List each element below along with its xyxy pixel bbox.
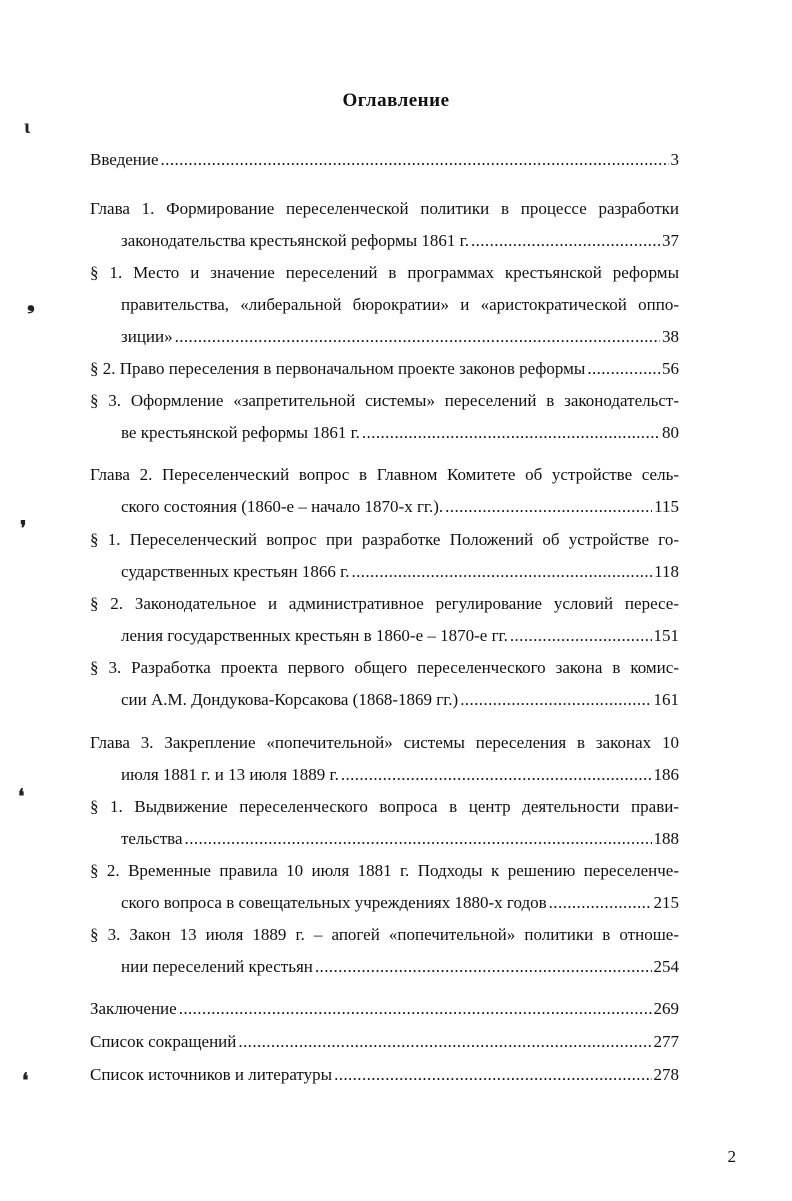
leader-dots (315, 950, 652, 983)
toc-page-number: 80 (662, 423, 679, 442)
toc-line (90, 992, 679, 1025)
toc-page-number: 269 (653, 999, 679, 1018)
toc-entry-text: § 2. Право переселения в первоначальном проекте законов реформы (90, 359, 586, 378)
toc-line (90, 352, 679, 385)
toc-entry-text: ского вопроса в совещательных учреждениях 1880-х годов (121, 893, 547, 912)
toc-page-number: 161 (653, 690, 679, 709)
leader-dots (471, 224, 660, 257)
toc-page-number: 188 (653, 829, 679, 848)
toc-entry-text: зиции» (121, 327, 173, 346)
toc-entry-text: Введение (90, 150, 159, 169)
toc-page-number: 115 (654, 497, 679, 516)
toc-line (121, 224, 679, 257)
toc-page-number: 215 (653, 893, 679, 912)
toc-page-number: 37 (662, 231, 679, 250)
leader-dots (179, 992, 652, 1025)
toc-entry-text: законодательства крестьянской реформы 1861 г. (121, 231, 469, 250)
toc-line (121, 490, 679, 523)
toc-line: § 3. Оформление «запретительной системы» переселений в законодательст- (90, 391, 679, 410)
toc-line: § 1. Выдвижение переселенческого вопроса в центр деятельности прави- (90, 797, 679, 816)
leader-dots (445, 490, 652, 523)
toc-line: § 1. Переселенческий вопрос при разработке Положений об устройстве го- (90, 530, 679, 549)
toc-line: § 2. Временные правила 10 июля 1881 г. Подходы к решению переселенче- (90, 861, 679, 880)
toc-entry-text: ве крестьянской реформы 1861 г. (121, 423, 360, 442)
toc-line (121, 416, 679, 449)
scan-mark: ❛ (18, 786, 25, 808)
leader-dots (238, 1025, 651, 1058)
toc-line (121, 619, 679, 652)
leader-dots (341, 758, 652, 791)
toc-page-number: 254 (653, 957, 679, 976)
toc-line: § 3. Разработка проекта первого общего переселенческого закона в комис- (90, 658, 679, 677)
leader-dots (351, 555, 652, 588)
toc-line (90, 1025, 679, 1058)
toc-line (90, 143, 679, 176)
leader-dots (549, 886, 652, 919)
toc-entry-text: сударственных крестьян 1866 г. (121, 562, 350, 581)
toc-entry-text: тельства (121, 829, 183, 848)
toc-page-number: 3 (670, 150, 679, 169)
toc-line (90, 1058, 679, 1091)
toc-line (121, 758, 679, 791)
scan-mark: ❟ (27, 292, 35, 314)
toc-line: Глава 3. Закрепление «попечительной» системы переселения в законах 10 (90, 733, 679, 752)
toc-line: § 1. Место и значение переселений в программах крестьянской реформы (90, 263, 679, 282)
leader-dots (362, 416, 660, 449)
toc-entry-text: июля 1881 г. и 13 июля 1889 г. (121, 765, 339, 784)
toc-entry-text: нии переселений крестьян (121, 957, 313, 976)
toc-line (121, 886, 679, 919)
toc-entry-text: Заключение (90, 999, 177, 1018)
toc-entry-text: ления государственных крестьян в 1860-е – 1870-е гг. (121, 626, 508, 645)
toc-line (121, 555, 679, 588)
toc-line: § 2. Законодательное и административное регулирование условий пересе- (90, 594, 679, 613)
leader-dots (460, 683, 651, 716)
toc-line (121, 822, 679, 855)
toc-page-number: 277 (653, 1032, 679, 1051)
leader-dots (185, 822, 652, 855)
toc-line: § 3. Закон 13 июля 1889 г. – апогей «попечительной» политики в отноше- (90, 925, 679, 944)
leader-dots (587, 352, 660, 385)
toc-line (121, 950, 679, 983)
toc-page-number: 56 (662, 359, 679, 378)
leader-dots (175, 320, 660, 353)
toc-page-number: 278 (653, 1065, 679, 1084)
scan-mark: ❛ (22, 1070, 29, 1092)
leader-dots (334, 1058, 651, 1091)
toc-entry-text: сии А.М. Дондукова-Корсакова (1868-1869 гг.) (121, 690, 459, 709)
toc-entry-text: Список источников и литературы (90, 1065, 333, 1084)
leader-dots (161, 143, 669, 176)
toc-page-number: 38 (662, 327, 679, 346)
toc-page-number: 151 (653, 626, 679, 645)
toc-entry-text: Список сокращений (90, 1032, 237, 1051)
toc-line: Глава 2. Переселенческий вопрос в Главном Комитете об устройстве сель- (90, 465, 679, 484)
scan-mark: ❜ (20, 518, 27, 540)
page-number: 2 (727, 1147, 736, 1166)
page-title: Оглавление (342, 90, 450, 111)
toc-page-number: 186 (653, 765, 679, 784)
toc-line: Глава 1. Формирование переселенческой политики в процессе разработки (90, 199, 679, 218)
scan-mark: ɩ (24, 116, 31, 138)
toc-line (121, 683, 679, 716)
toc-line: правительства, «либеральной бюрократии» и «аристократической оппо- (121, 295, 679, 314)
toc-entry-text: ского состояния (1860-е – начало 1870-х гг.). (121, 497, 444, 516)
leader-dots (510, 619, 652, 652)
toc-line (121, 320, 679, 353)
toc-page-number: 118 (654, 562, 679, 581)
